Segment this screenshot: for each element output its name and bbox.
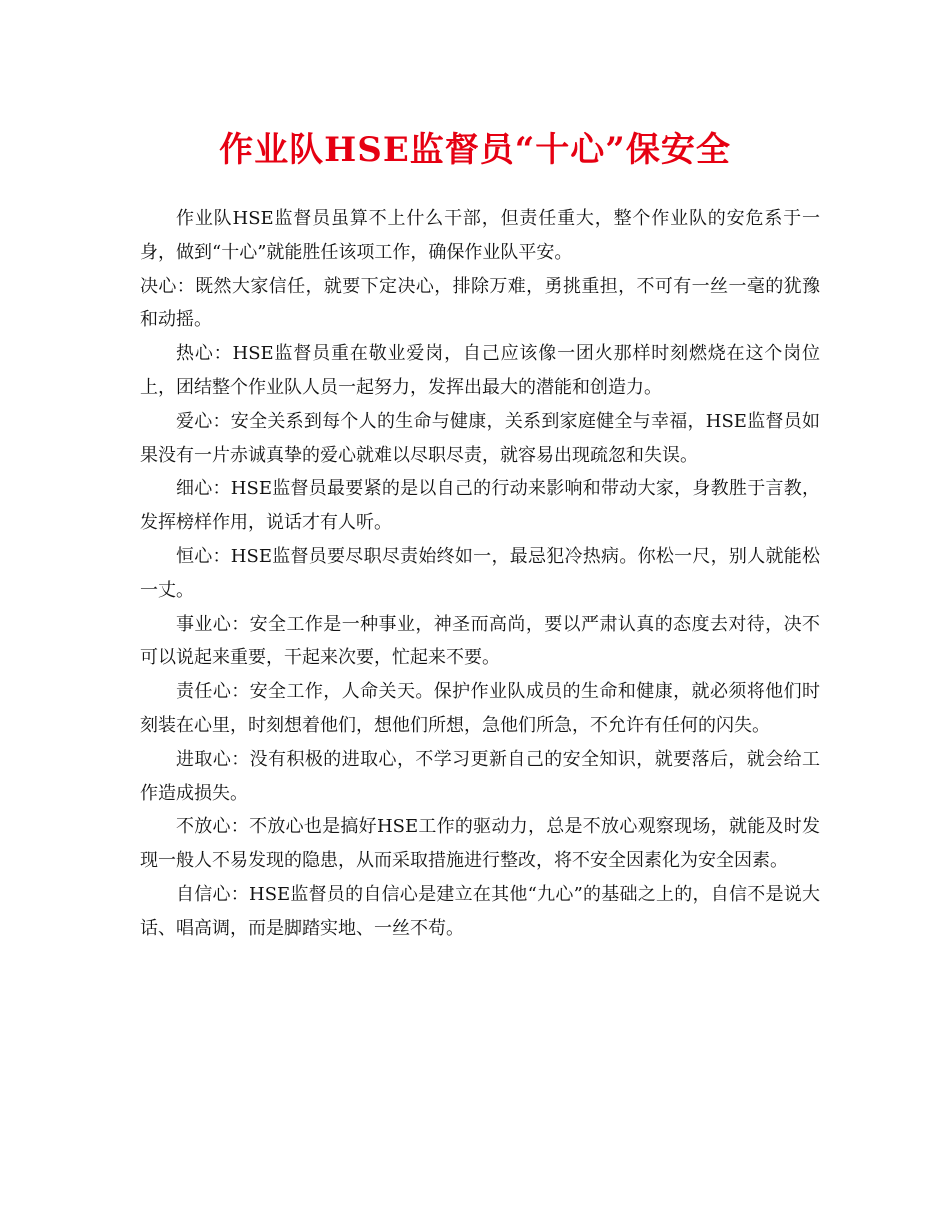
paragraph-xixin: 细心：HSE监督员最要紧的是以自己的行动来影响和带动大家，身教胜于言教，发挥榜样作用，说话才有人听。 <box>140 478 820 534</box>
paragraph-bufangxin: 不放心：不放心也是搞好HSE工作的驱动力，总是不放心观察现场，就能及时发现一般人不易发现的隐患，从而采取措施进行整改，将不安全因素化为安全因素。 <box>140 816 820 872</box>
paragraph-shiyexin: 事业心：安全工作是一种事业，神圣而高尚，要以严肃认真的态度去对待，决不可以说起来重要，干起来次要，忙起来不要。 <box>140 613 820 669</box>
paragraph-juexin: 决心：既然大家信任，就要下定决心，排除万难，勇挑重担，不可有一丝一毫的犹豫和动摇。 <box>140 275 820 331</box>
paragraph-hengxin: 恒心：HSE监督员要尽职尽责始终如一，最忌犯冷热病。你松一尺，别人就能松一丈。 <box>140 545 820 601</box>
paragraph-intro: 作业队HSE监督员虽算不上什么干部，但责任重大，整个作业队的安危系于一身，做到“十心”就能胜任该项工作，确保作业队平安。 <box>140 208 820 263</box>
paragraph-zerenxin: 责任心：安全工作，人命关天。保护作业队成员的生命和健康，就必须将他们时刻装在心里，时刻想着他们，想他们所想，急他们所急，不允许有任何的闪失。 <box>140 681 820 736</box>
document-title: 作业队HSE监督员“十心”保安全 <box>219 130 731 170</box>
document-body <box>140 202 820 946</box>
paragraph-zixinxin: 自信心：HSE监督员的自信心是建立在其他“九心”的基础之上的，自信不是说大话、唱高调，而是脚踏实地、一丝不苟。 <box>140 883 820 939</box>
paragraph-aixin: 爱心：安全关系到每个人的生命与健康，关系到家庭健全与幸福，HSE监督员如果没有一片赤诚真挚的爱心就难以尽职尽责，就容易出现疏忽和失误。 <box>140 410 820 466</box>
paragraph-rexin: 热心：HSE监督员重在敬业爱岗，自己应该像一团火那样时刻燃烧在这个岗位上，团结整个作业队人员一起努力，发挥出最大的潜能和创造力。 <box>140 343 820 398</box>
paragraph-jinquxin: 进取心：没有积极的进取心，不学习更新自己的安全知识，就要落后，就会给工作造成损失。 <box>140 748 820 804</box>
